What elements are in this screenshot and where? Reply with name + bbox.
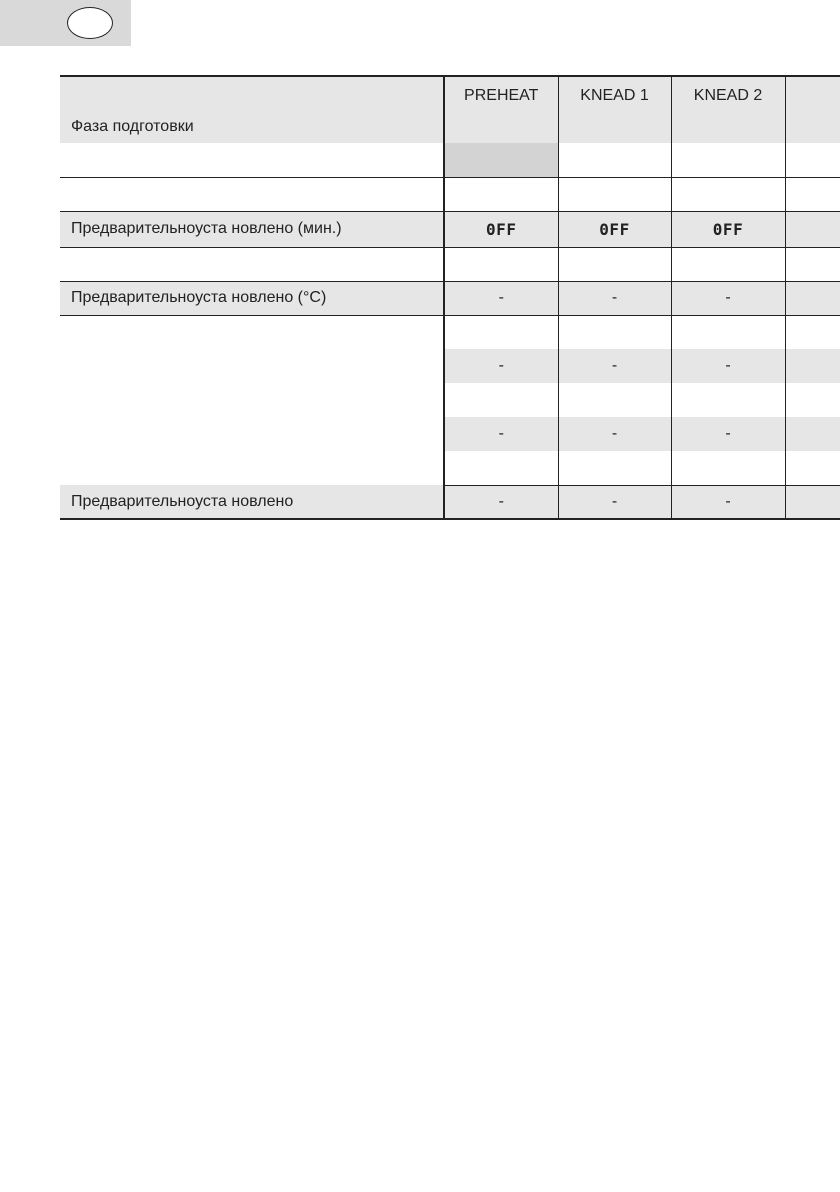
table-cell-knead-2	[671, 315, 785, 349]
table-row	[60, 247, 840, 281]
table-cell-knead-1	[558, 177, 671, 211]
table-cell-preheat	[444, 177, 558, 211]
table-cell-knead-2	[671, 177, 785, 211]
table-cell-knead-2: -	[671, 485, 785, 519]
table-row	[60, 211, 840, 247]
table-cell-knead-1	[558, 247, 671, 281]
row-label: Предварительноуста новлено (°C)	[60, 281, 444, 315]
table-cell-cut	[785, 451, 840, 485]
table-cell-knead-1	[558, 143, 671, 177]
table-cell-knead-1: -	[558, 417, 671, 451]
table-cell-preheat	[444, 247, 558, 281]
column-header-cut	[785, 76, 840, 143]
table-row	[60, 143, 840, 177]
row-label	[60, 247, 444, 281]
table-cell-preheat	[444, 143, 558, 177]
table-cell-knead-1: 0FF	[558, 211, 671, 247]
table-cell-preheat	[444, 451, 558, 485]
table-cell-knead-2	[671, 383, 785, 417]
table-cell-preheat: -	[444, 485, 558, 519]
table-cell-knead-1	[558, 315, 671, 349]
column-header-knead-2: KNEAD 2	[671, 76, 785, 143]
row-label	[60, 143, 444, 177]
table-cell-knead-1	[558, 451, 671, 485]
row-label: Предварительноуста новлено (мин.)	[60, 211, 444, 247]
column-header-preheat: PREHEAT	[444, 76, 558, 143]
table-cell-cut	[785, 143, 840, 177]
table-row	[60, 281, 840, 315]
row-label	[60, 177, 444, 211]
table-cell-knead-2: -	[671, 417, 785, 451]
table-cell-cut	[785, 417, 840, 451]
table-cell-knead-1: -	[558, 349, 671, 383]
row-label: Предварительноуста новлено	[60, 485, 444, 519]
table-cell-knead-2	[671, 247, 785, 281]
table-cell-cut	[785, 485, 840, 519]
table-cell-cut	[785, 383, 840, 417]
program-phase-table	[60, 75, 840, 520]
table-cell-preheat: 0FF	[444, 211, 558, 247]
table-cell-preheat: -	[444, 417, 558, 451]
table-row	[60, 177, 840, 211]
table-row	[60, 485, 840, 519]
table-cell-knead-1: -	[558, 485, 671, 519]
table-cell-knead-2	[671, 143, 785, 177]
table-cell-knead-2	[671, 451, 785, 485]
row-label	[60, 315, 444, 485]
table-cell-preheat: -	[444, 349, 558, 383]
table-cell-knead-1	[558, 383, 671, 417]
table-cell-cut	[785, 247, 840, 281]
table-cell-preheat	[444, 315, 558, 349]
language-oval-icon	[67, 7, 113, 39]
table-cell-cut	[785, 315, 840, 349]
table-header-row	[60, 76, 840, 143]
column-header-knead-1: KNEAD 1	[558, 76, 671, 143]
table-cell-knead-2: 0FF	[671, 211, 785, 247]
table-cell-knead-1: -	[558, 281, 671, 315]
language-tab	[0, 0, 131, 46]
table-cell-cut	[785, 349, 840, 383]
table-row	[60, 315, 840, 349]
table-cell-cut	[785, 211, 840, 247]
table-cell-preheat: -	[444, 281, 558, 315]
table-cell-cut	[785, 177, 840, 211]
row-label-header: Фаза подготовки	[60, 76, 444, 143]
table-cell-preheat	[444, 383, 558, 417]
table-cell-knead-2: -	[671, 349, 785, 383]
table-cell-knead-2: -	[671, 281, 785, 315]
table-cell-cut	[785, 281, 840, 315]
